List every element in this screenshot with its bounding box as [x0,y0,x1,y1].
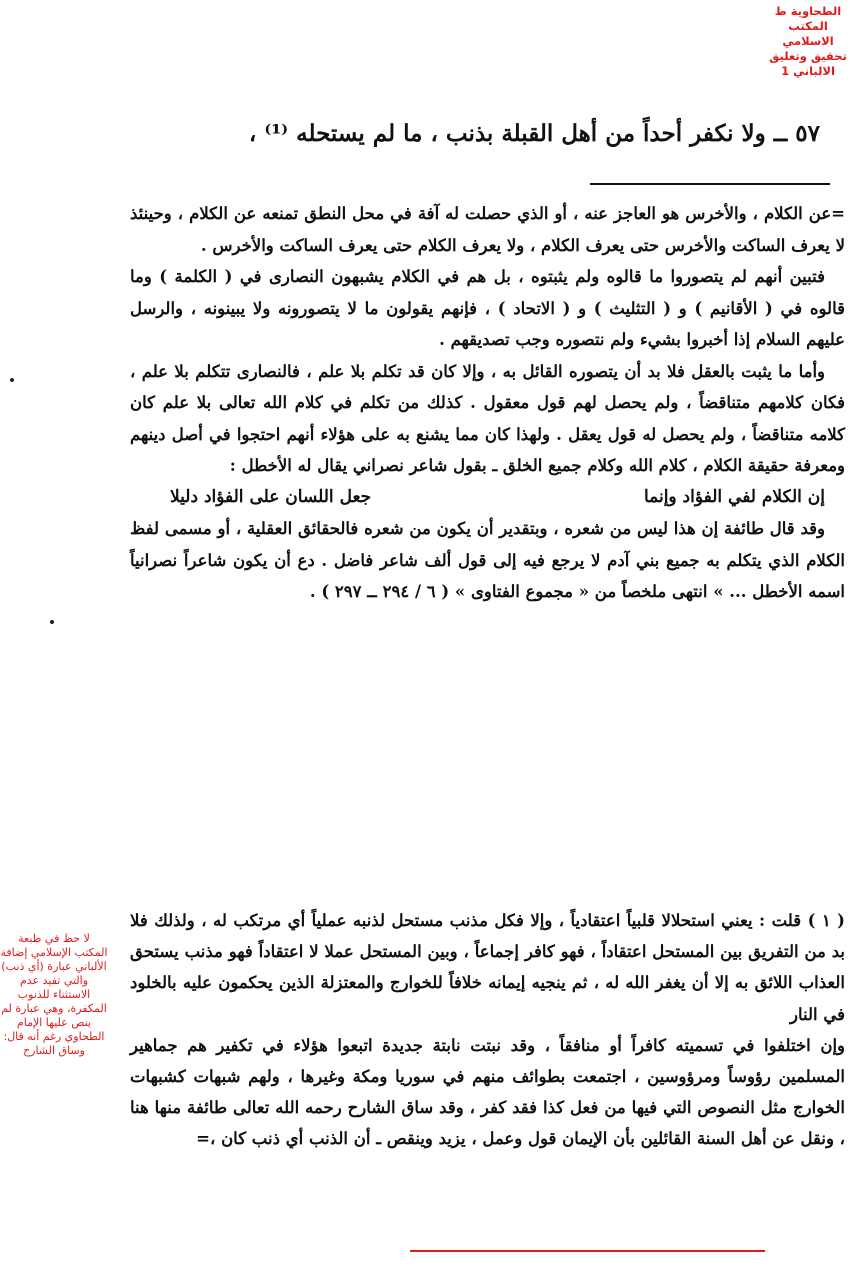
top-annotation-line: تحقيق وتعليق [769,49,847,63]
heading-divider [590,183,830,185]
body-paragraph: وقد قال طائفة إن هذا ليس من شعره ، وبتقدير أن يكون من شعره فالحقائق العقلية ، أو مسمى لفظ الكلام الذي يتكلم به جميع بني آدم لا يرجع فيه إلى قول ألف شاعر فاضل . دع أن يكون شاعراً نصرانياً اسمه الأخطل ... » انتهى ملخصاً من « مجموع الفتاوى » ( ٦ / ٢٩٤ ــ ٢٩٧ ) . [130,519,845,601]
top-annotation-line: الاسلامي [782,34,834,48]
scan-speck [10,378,14,382]
body-paragraph: فتبين أنهم لم يتصوروا ما قالوه ولم يثبتوه ، بل هم في الكلام يشبهون النصارى في ( الكلمة ) وما قالوه في ( الأقانيم ) و ( التثليث ) و ( الاتحاد ) ، فإنهم يقولون ما لا يتصورونه ولا يبينونه ، والرسل عليهم السلام إذا أخبروا بشيء ولم نتصوره وجب تصديقهم . [130,267,845,349]
top-annotation-line: الالباني 1 [781,64,835,78]
scan-speck [50,620,54,624]
top-annotation-line: الطحاوية ط [774,4,842,18]
body-paragraph: وأما ما يثبت بالعقل فلا بد أن يتصوره القائل به ، وإلا كان قد تكلم بلا علم ، فالنصارى تتكلم بلا علم ، فكان كلامهم متناقضاً ، ولم يحصل لهم قول معقول . كذلك من تكلم في كلام الله تعالى بلا علم كان كلامه متناقضاً ، ولم يحصل له قول يعقل . ولهذا كان مما يشنع به على هؤلاء أنهم احتجوا في أصل دينهم ومعرفة حقيقة الكلام ، كلام الله وكلام جميع الخلق ـ بقول شاعر نصراني يقال له الأخطل : [130,361,845,475]
footnote [130,905,845,1155]
main-text [130,198,845,608]
footnote-paragraph: وإن اختلفوا في تسميته كافراً أو منافقاً ، وقد نبتت نابتة جديدة اتبعوا هؤلاء في تكفير هم جماهير المسلمين رؤوساً ومرؤوسين ، اجتمعت بطوائف منهم في سوريا ومكة وغيرها ، ولهم شبهات كشبهات الخوارج مثل النصوص التي فيها من فعل كذا فقد كفر ، وقد ساق الشارح رحمه الله تعالى طائفة منها هنا ، ونقل عن أهل السنة القائلين بأن الإيمان قول وعمل ، يزيد وينقص ـ أن الذنب أي ذنب كان ،= [130,1035,845,1149]
body-paragraph: =عن الكلام ، والأخرس هو العاجز عنه ، أو الذي حصلت له آفة في محل النطق تمنعه عن الكلام ، وحينئذ لا يعرف الساكت والأخرس حتى يعرف الكلام ، ولا يعرف الكلام حتى يعرف الساكت والأخرس . [130,204,845,255]
verse-second-hemistich: جعل اللسان على الفؤاد دليلا [170,486,372,507]
top-annotation-line: المكتب [788,19,828,33]
poetry-verse [130,482,845,514]
margin-annotation: لا حظ في طبعة المكتب الإسلامي إضافة الألباني عبارة (أي ذنب) والتي تفيد عدم الاستثناء للذنوب المكفرة، وهي عبارة لم ينص عليها الإمام الطحاوي رغم أنه قال: وساق الشارح [0,932,108,1057]
annotation-underline [410,1250,765,1252]
section-heading: ٥٧ ــ ولا نكفر أحداً من أهل القبلة بذنب ، ما لم يستحله ⁽¹⁾ ، [248,120,820,147]
verse-first-hemistich: إن الكلام لفي الفؤاد وإنما [643,486,825,507]
top-annotation [760,4,856,79]
footnote-paragraph: ( ١ ) قلت : يعني استحلالا قلبياً اعتقادياً ، وإلا فكل مذنب مستحل لذنبه عملياً أي مرتكب له ، ولذلك فلا بد من التفريق بين المستحل اعتقاداً ، فهو كافر إجماعاً ، وبين المستحل عملا لا اعتقاداً فهو مذنب يستحق العذاب اللائق به إلا أن يغفر الله له ، ثم ينجيه إيمانه خلافاً للخوارج والمعتزلة الذين يحكمون عليه بالخلود في النار [130,911,845,1024]
